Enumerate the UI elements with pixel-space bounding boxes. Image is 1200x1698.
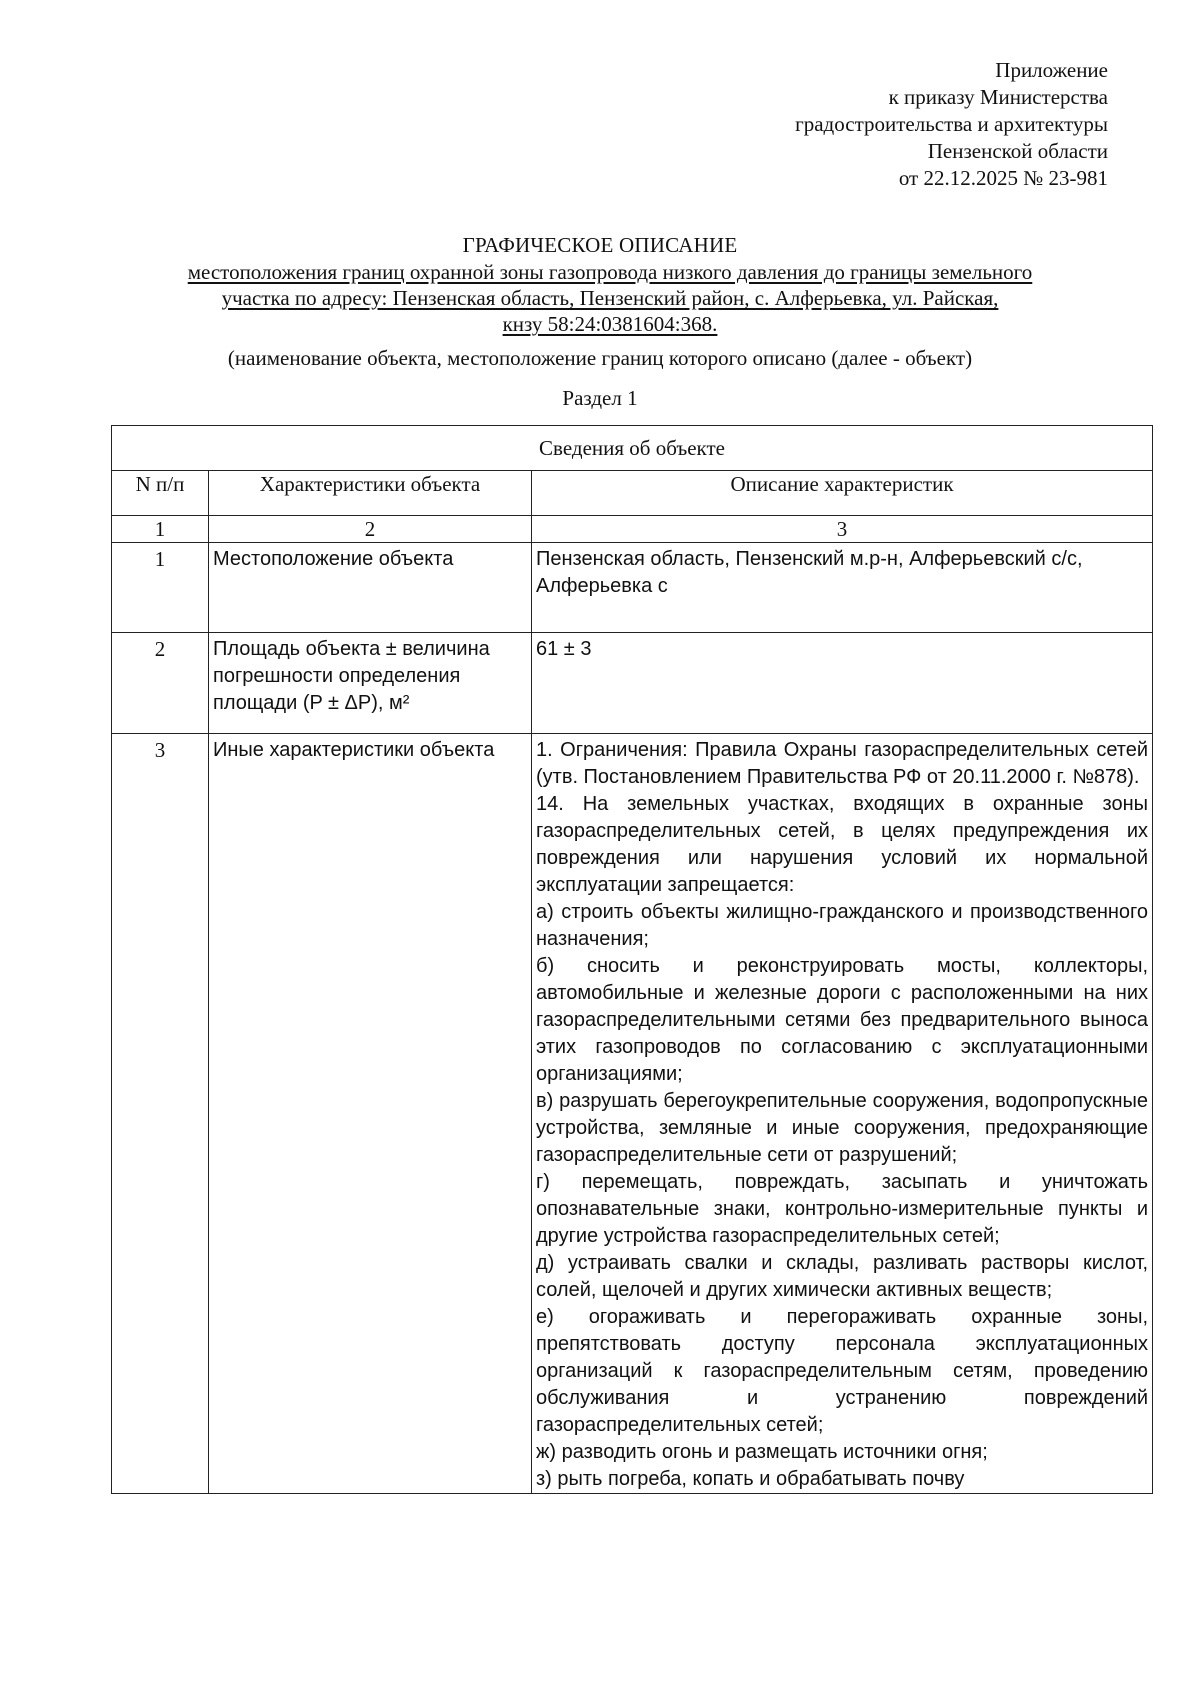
object-name-line: местоположения границ охранной зоны газопровода низкого давления до границы земельного [187, 260, 1033, 284]
object-info-table [111, 425, 1153, 1494]
object-name-caption: (наименование объекта, местоположение границ которого описано (далее - объект) [227, 346, 973, 370]
table-header-row [112, 471, 1153, 516]
restriction-paragraph: е) огораживать и перегораживать охранные зоны, препятствовать доступу персонала эксплуатационных организаций к газораспределительным сетям, проведению обслуживания и устранению повреждений газораспределительных сетей; [536, 1306, 1149, 1436]
row-description: Пензенская область, Пензенский м.р-н, Алферьевский с/с, Алферьевка с [532, 543, 1153, 633]
row-characteristic: Иные характеристики объекта [209, 734, 532, 1494]
row-number: 2 [112, 633, 209, 734]
restriction-paragraph: з) рыть погреба, копать и обрабатывать почву [536, 1468, 965, 1490]
appendix-header [795, 57, 1108, 192]
column-header: Описание характеристик [532, 471, 1153, 516]
restriction-paragraph: д) устраивать свалки и склады, разливать растворы кислот, солей, щелочей и других химически активных веществ; [536, 1252, 1149, 1301]
column-number: 1 [112, 516, 209, 543]
row-number: 3 [112, 734, 209, 1494]
column-number-row [112, 516, 1153, 543]
restriction-paragraph: б) сносить и реконструировать мосты, коллекторы, автомобильные и железные дороги с расположенными на них газораспределительными сетями без предварительного выноса этих газопроводов по согласованию с эксплуатационными организациями; [536, 955, 1149, 1085]
table-row [112, 633, 1153, 734]
restriction-paragraph: ж) разводить огонь и размещать источники огня; [536, 1441, 988, 1463]
row-description [532, 734, 1153, 1494]
appendix-order-date: от 22.12.2025 № 23-981 [898, 166, 1108, 190]
row-characteristic: Местоположение объекта [209, 543, 532, 633]
restriction-paragraph: а) строить объекты жилищно-гражданского и производственного назначения; [536, 901, 1149, 950]
section-title: Раздел 1 [562, 386, 638, 410]
appendix-line: Пензенской области [927, 139, 1108, 163]
appendix-line: к приказу Министерства [888, 85, 1108, 109]
table-row [112, 734, 1153, 1494]
object-name-line: участка по адресу: Пензенская область, Пензенский район, с. Алферьевка, ул. Райская, [221, 286, 999, 310]
column-number: 2 [209, 516, 532, 543]
restriction-paragraph: г) перемещать, повреждать, засыпать и уничтожать опознавательные знаки, контрольно-измерительные пункты и другие устройства газораспределительных сетей; [536, 1171, 1149, 1247]
object-name [110, 259, 1110, 337]
appendix-line: градостроительства и архитектуры [795, 112, 1108, 136]
restriction-paragraph: 1. Ограничения: Правила Охраны газораспределительных сетей (утв. Постановлением Правительства РФ от 20.11.2000 г. №878). [536, 739, 1149, 788]
restriction-paragraph: 14. На земельных участках, входящих в охранные зоны газораспределительных сетей, в целях предупреждения их повреждения или нарушения условий их нормальной эксплуатации запрещается: [536, 793, 1149, 896]
row-description: 61 ± 3 [532, 633, 1153, 734]
table-caption: Сведения об объекте [112, 426, 1153, 471]
table-row [112, 543, 1153, 633]
row-characteristic: Площадь объекта ± величина погрешности определения площади (P ± ΔP), м² [209, 633, 532, 734]
appendix-line: Приложение [995, 58, 1108, 82]
object-name-line: кнзу 58:24:0381604:368. [502, 312, 718, 336]
column-number: 3 [532, 516, 1153, 543]
column-header: Характеристики объекта [209, 471, 532, 516]
row-number: 1 [112, 543, 209, 633]
document-title: ГРАФИЧЕСКОЕ ОПИСАНИЕ [462, 233, 738, 257]
column-header: N п/п [112, 471, 209, 516]
restriction-paragraph: в) разрушать берегоукрепительные сооружения, водопропускные устройства, земляные и иные сооружения, предохраняющие газораспределительные сети от разрушений; [536, 1090, 1149, 1166]
